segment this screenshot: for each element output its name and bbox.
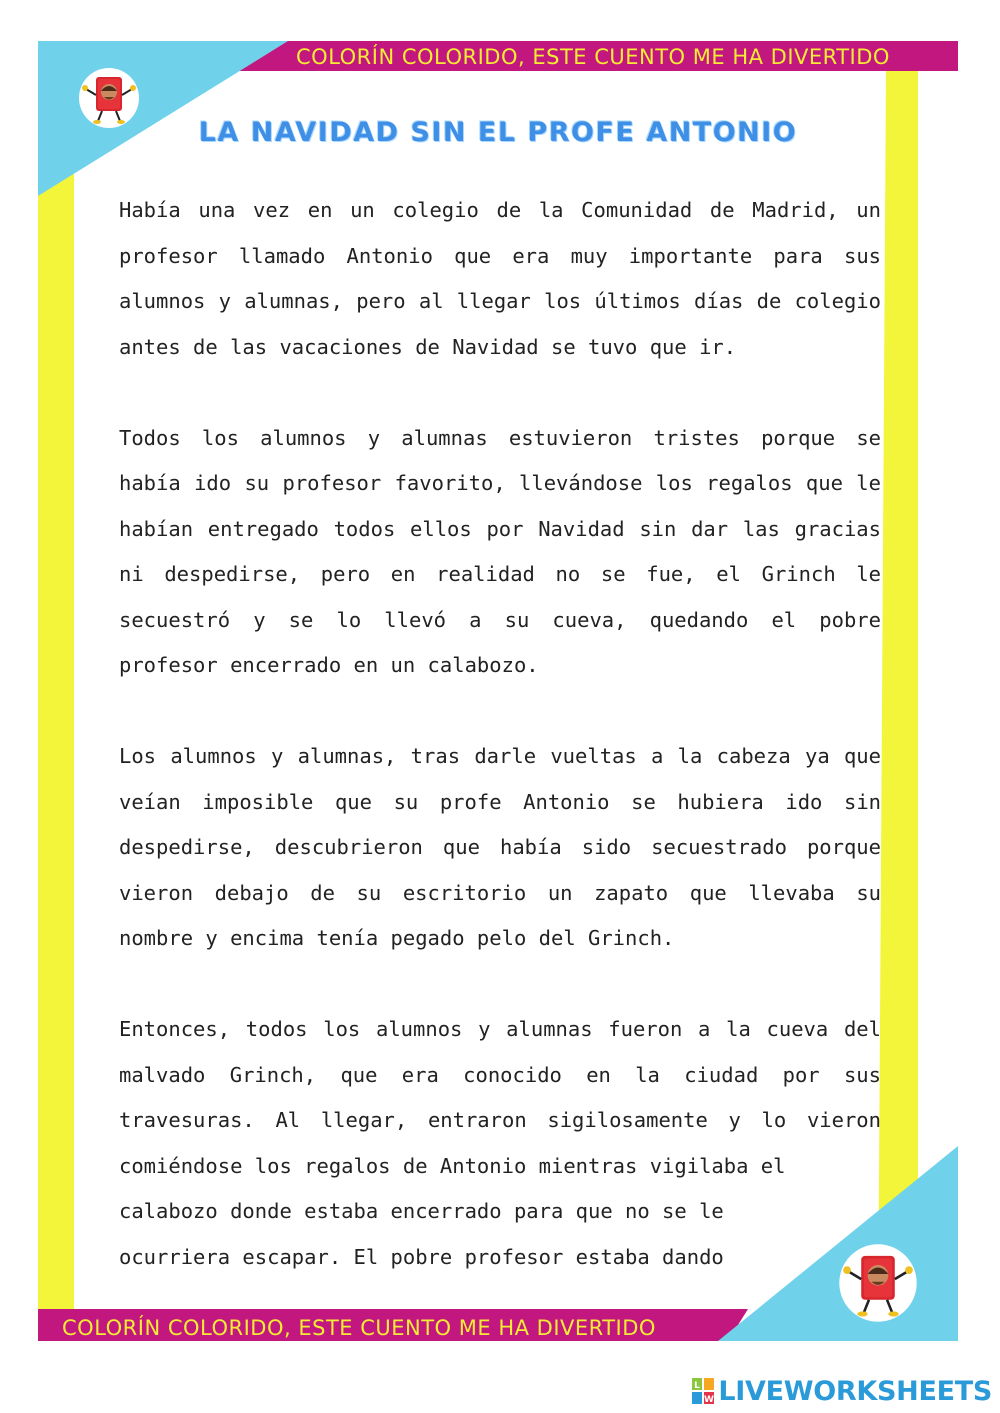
story-body (119, 188, 881, 1280)
liveworksheets-badge-icon (692, 1378, 714, 1404)
liveworksheets-logo[interactable] (692, 1376, 992, 1406)
worksheet-page (38, 41, 958, 1341)
left-yellow-stripe (38, 41, 74, 1341)
story-line: ocurriera escapar. El pobre profesor estaba dando (119, 1244, 724, 1269)
story-paragraph: Había una vez en un colegio de la Comunidad de Madrid, un profesor llamado Antonio que era muy importante para sus alumnos y alumnas, pero al llegar los últimos días de colegio antes de las vacaciones de Navidad se tuvo que ir. (119, 198, 881, 359)
right-yellow-stripe (878, 71, 918, 1341)
liveworksheets-brand-text: LIVEWORKSHEETS (718, 1375, 992, 1407)
top-banner-text: COLORÍN COLORIDO, ESTE CUENTO ME HA DIVERTIDO (296, 45, 890, 69)
story-paragraph-text: Entonces, todos los alumnos y alumnas fueron a la cueva del malvado Grinch, que era conocido en la ciudad por sus travesuras. Al llegar, entraron sigilosamente y lo vieron comiéndose los regalos de Antonio mientras vigilaba el (119, 1017, 881, 1178)
story-paragraph: Todos los alumnos y alumnas estuvieron tristes porque se había ido su profesor favorito, llevándose los regalos que le habían entregado todos ellos por Navidad sin dar las gracias ni despedirse, pero en realidad no se fue, el Grinch le secuestró y se lo llevó a su cueva, quedando el pobre profesor encerrado en un calabozo. (119, 425, 881, 677)
svg-text:W: W (704, 1395, 715, 1404)
story-line: calabozo donde estaba encerrado para que no se le (119, 1199, 724, 1223)
story-paragraph (119, 1007, 881, 1280)
svg-text:L: L (694, 1381, 701, 1391)
story-paragraph: Los alumnos y alumnas, tras darle vueltas a la cabeza ya que veían imposible que su profe Antonio se hubiera ido sin despedirse, descubrieron que había sido secuestrado porque vieron debajo de su escritorio un zapato que llevaba su nombre y encima tenía pegado pelo del Grinch. (119, 744, 881, 950)
bottom-banner-text: COLORÍN COLORIDO, ESTE CUENTO ME HA DIVERTIDO (62, 1316, 656, 1340)
story-title: LA NAVIDAD SIN EL PROFE ANTONIO (198, 117, 798, 148)
